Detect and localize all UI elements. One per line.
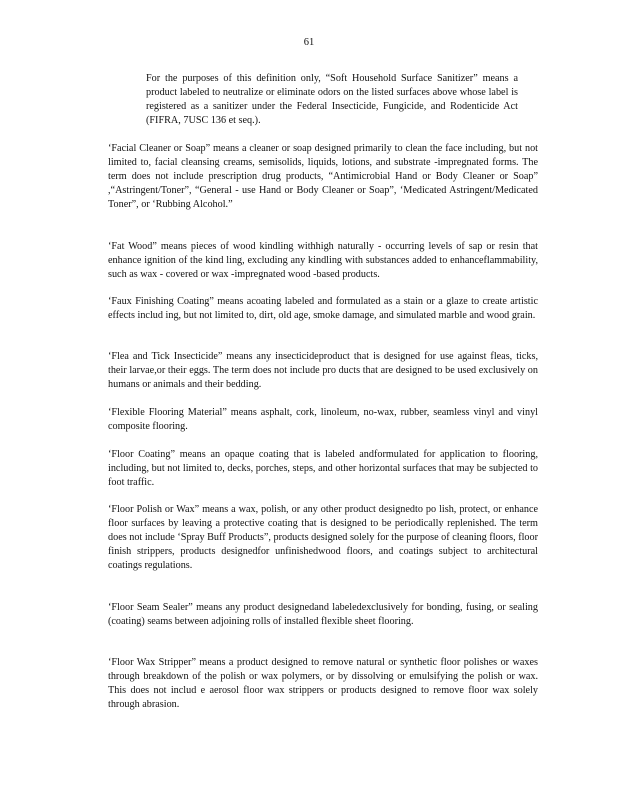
definition-fat-wood: ‘Fat Wood” means pieces of wood kindling withhigh naturally - occurring levels of sap or resin that enhance ignition of the kind ling, excluding any kindling with substances added to enhanceflammability, such as wax - covered or wax -impregnated wood -based products.: [108, 241, 538, 280]
definition-floor-wax-stripper: ‘Floor Wax Stripper” means a product designed to remove natural or synthetic floor polishes or waxes through breakdown of the polish or wax polymers, or by dissolving or emulsifying the polish or wax. This does not includ e aerosol floor wax strippers or products designed to remove floor wax solely through abrasion.: [108, 657, 538, 710]
definition-flexible-flooring-material: ‘Flexible Flooring Material” means asphalt, cork, linoleum, no-wax, rubber, seamless vinyl and vinyl composite flooring.: [108, 407, 538, 432]
definition-faux-finishing-coating: ‘Faux Finishing Coating” means acoating labeled and formulated as a stain or a glaze to create artistic effects includ ing, but not limited to, dirt, old age, smoke damage, and simulated marble and wood grain.: [108, 296, 538, 321]
definition-facial-cleaner-or-soap: ‘Facial Cleaner or Soap” means a cleaner or soap designed primarily to clean the face including, but not limited to, facial cleansing creams, semisolids, liquids, lotions, and substrate -impregnated forms. The term does not include prescription drug products, “Antimicrobial Hand or Body Cleaner or Soap” ,“Astringent/Toner”, “General - use Hand or Body Cleaner or Soap”, ‘Medicated Astringent/Medicated Toner”, or ‘Rubbing Alcohol.”: [108, 143, 538, 210]
page-number: 61: [303, 37, 315, 48]
definition-floor-coating: ‘Floor Coating” means an opaque coating that is labeled andformulated for application to flooring, including, but not limited to, decks, porches, steps, and other horizontal surfaces that may be subjected to foot traffic.: [108, 449, 538, 488]
definition-paragraph-soft-household-sanitizer: For the purposes of this definition only, “Soft Household Surface Sanitizer” means a product labeled to neutralize or eliminate odors on the listed surfaces above whose label is registered as a sanitizer under the Federal Insecticide, Fungicide, and Rodenticide Act (FIFRA, 7USC 136 et seq.).: [146, 73, 518, 126]
definition-flea-and-tick-insecticide: ‘Flea and Tick Insecticide” means any insecticideproduct that is designed for use against fleas, ticks, their larvae,or their eggs. The term does not include pro ducts that are designed to be used exclusively on humans or animals and their bedding.: [108, 351, 538, 390]
definition-floor-seam-sealer: ‘Floor Seam Sealer” means any product designedand labeledexclusively for bonding, fusing, or sealing (coating) seams between adjoining rolls of installed flexible sheet flooring.: [108, 602, 538, 627]
definition-floor-polish-or-wax: ‘Floor Polish or Wax” means a wax, polish, or any other product designedto po lish, protect, or enhance floor surfaces by leaving a protective coating that is designed to be periodically replenished. The term does not include ‘Spray Buff Products”, products designed solely for the purpose of cleaning floors, floor finish strippers, products designedfor unfinishedwood floors, and coatings subject to architectural coatings regulations.: [108, 504, 538, 571]
